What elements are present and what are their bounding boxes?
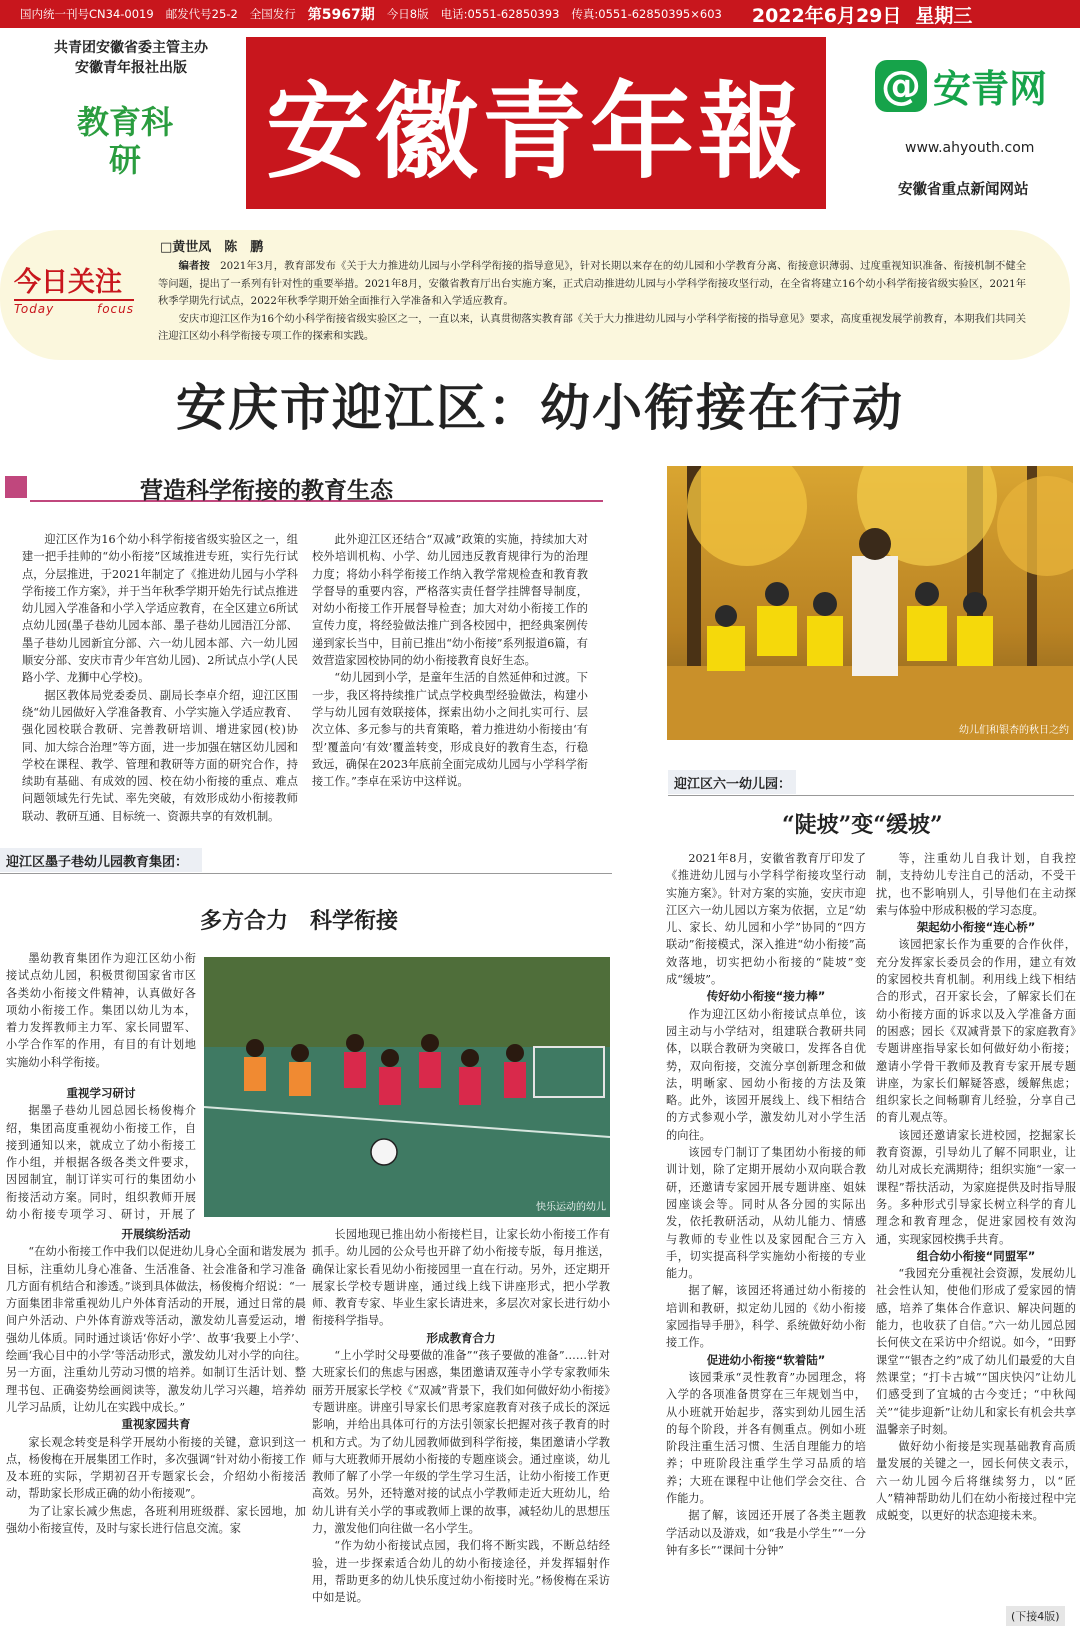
paragraph: 长园地现已推出幼小衔接栏目，让家长幼小衔接工作有抓手。幼儿园的公众号也开辟了幼小衔接专版，每月推送，确保让家长看见幼小衔接园里一直在行动。另外，还定期开展家长学校专题讲座，通过线上线下讲座形式，把小学教师、教育专家、毕业生家长请进来，多层次对家长进行幼小衔接科学指导。 [312, 1228, 610, 1328]
paragraph: 等，注重幼儿自我计划，自我控制，支持幼儿专注自己的活动，不受干扰，也不影响别人，引导他们在主动探索与体验中形成积极的学习态度。 [876, 852, 1076, 917]
today-focus-en-2: focus [96, 302, 134, 316]
paragraph: “作为幼小衔接试点园，我们将不断实践，不断总结经验，进一步探索适合幼儿的幼小衔接途径，并发挥辐射作用，帮助更多的幼儿快乐度过幼小衔接时光。”杨俊梅在采访中如是说。 [312, 1539, 610, 1604]
paragraph: 2021年8月，安徽省教育厅印发了《推进幼儿园与小学科学衔接攻坚行动实施方案》。针对方案的实施，安庆市迎江区六一幼儿园以方案为依据，立足“幼儿、家长、幼儿园和小学”协同的“四方联动”衔接模式，深入推进“幼小衔接”高效落地，切实把幼小衔接的“陡坡”变成“缓坡”。 [666, 852, 866, 987]
subheading: 形成教育合力 [426, 1330, 496, 1345]
section-name-badge [40, 96, 210, 186]
publisher-line-2: 安徽青年报社出版 [75, 60, 187, 76]
issn: 国内统一刊号CN34-0019 [20, 7, 154, 21]
postal-code: 邮发代号25-2 [165, 7, 238, 21]
paragraph: 家长观念转变是科学开展幼小衔接的关键，意识到这一点，杨俊梅在开展集团工作时，多次强调“针对幼小衔接工作及本班的实际，学期初召开专题家长会，介绍幼小衔接活动，帮助家长形成正确的幼小衔接观”。 [6, 1435, 306, 1501]
subheading: 重视家园共育 [121, 1417, 191, 1432]
paragraph: 做好幼小衔接是实现基础教育高质量发展的关键之一，园长何侠文表示，六一幼儿园今后将继续努力，以“匠人”精神帮助幼儿们在幼小衔接过程中完成蜕变，以更好的状态迎接未来。 [876, 1440, 1076, 1523]
section2-col-a-lower [6, 1226, 306, 1604]
newspaper-masthead [246, 37, 826, 209]
section1-col2 [312, 531, 588, 836]
paragraph: 迎江区作为16个幼小科学衔接省级实验区之一，组建一把手挂帅的“幼小衔接”区域推进专班，实行先行试点，分层推进，于2021年制定了《推进幼儿园与小学科学衔接工作方案》，并于当年秋季学期开始先行试点推进幼儿园入学准备和小学入学适应教育，在全区建立6所试点幼儿园(墨子巷幼儿园本部、墨子巷幼儿园浯江分部、墨子巷幼儿园新宜分部、六一幼儿园本部、六一幼儿园顺安分部、安庆市青少年宫幼儿园)、2所试点小学(人民路小学、龙狮中心学校)。 [22, 533, 298, 685]
phone: 电话:0551-62850393 [440, 7, 560, 21]
football-photo-image [204, 957, 610, 1217]
newspaper-title: 安徽青年報 [265, 70, 806, 193]
paragraph: “在幼小衔接工作中我们以促进幼儿身心全面和谐发展为目标，注重幼儿身心准备、生活准备、社会准备和学习准备几方面有机结合和渗透。”谈到具体做法，杨俊梅介绍说：“一方面集团非常重视幼儿户外体育活动的开展，通过日常的晨间户外活动、户外体育游戏等活动，激发幼儿喜爱运动，增强幼儿体质。同时通过谈话‘你好小学’、故事‘我要上小学’、绘画‘我心目中的小学’等活动形式，激发幼儿对小学的向往。另一方面，注重幼儿劳动习惯的培养。如制订生活计划、整理书包、正确姿势绘画阅读等，激发幼儿学习兴趣，培养幼儿学习品质，让幼儿在实践中成长。” [6, 1245, 306, 1414]
photo-caption: 幼儿们和银杏的秋日之约 [959, 725, 1069, 736]
editor-note-label: 编者按 [178, 260, 210, 272]
fax: 传真:0551-62850395×603 [571, 7, 722, 21]
paragraph: 作为迎江区幼小衔接试点单位，该园主动与小学结对，组建联合教研共同体，以联合教研为突破口，发挥各自优势，双向衔接，交流分享创新理念和做法，明晰家、园幼小衔接的方法及策略。此外，该园开展线上、线下相结合的方式参观小学，激发幼儿对小学生活的向往。 [666, 1007, 866, 1142]
today-focus-cn: 今日关注 [14, 267, 122, 298]
paragraph: 该园秉承“灵性教育”办园理念，将入学的各项准备贯穿在三年规划当中，从小班就开始起步，落实到幼儿园生活的每个阶段，并各有侧重点。例如小班阶段注重生活习惯、生活自理能力的培养；中班阶段注重学生学习品质的培养；大班在课程中让他们学会交往、合作能力。 [666, 1370, 866, 1505]
section2-col-a-upper [6, 1085, 196, 1225]
paragraph: 该园专门制订了集团幼小衔接的师训计划，除了定期开展幼小双向联合教研，还邀请专家园开展专题讲座、姐妹园座谈会等。同时从各分园的实际出发，依托教研活动，从幼儿能力、情感与教师的专业性以及家园配合三方入手，切实提高科学实施幼小衔接的专业能力。 [666, 1146, 866, 1281]
paragraph: “上小学时父母要做的准备”“孩子要做的准备”……针对大班家长们的焦虑与困惑，集团邀请双莲寺小学专家教师朱丽芳开展家长学校《“双减”背景下，我们如何做好幼小衔接》专题讲座。讲座引导家长们思考家庭教育对孩子成长的深远影响，并给出具体可行的方法引领家长把握对孩子教育的时机和方式。为了幼儿园教师做到科学衔接，集团邀请小学教师与大班教师开展幼小衔接的专题座谈会。通过座谈，幼儿教师了解了小学一年级的学生学习生活，让幼小衔接工作更高效。另外，还特邀对接的试点小学教师走近大班幼儿，给幼儿讲有关小学的事或教师上课的故事，减轻幼儿的思想压力，激发他们向往做一名小学生。 [312, 1349, 610, 1536]
paragraph: 据了解，该园还开展了各类主题教学活动以及游戏，如“我是小学生”“一分钟有多长”“课间十分钟” [666, 1509, 866, 1557]
continued-note: (下接4版) [1006, 1606, 1065, 1626]
section-name: 教育科研 [76, 103, 173, 179]
section2-title: 多方合力 科学衔接 [200, 908, 399, 934]
photo-caption: 快乐运动的幼儿 [536, 1202, 606, 1213]
section2-col-b [312, 1226, 610, 1604]
issue-number: 第5967期 [307, 7, 375, 23]
weekday: 星期三 [915, 4, 973, 27]
ginkgo-photo [667, 466, 1073, 740]
publisher-line-1: 共青团安徽省委主管主办 [54, 40, 208, 56]
main-headline: 安庆市迎江区：幼小衔接在行动 [176, 378, 904, 437]
paragraph: 该园把家长作为重要的合作伙伴，充分发挥家长委员会的作用，建立有效的家园校共育机制。利用线上线下相结合的形式，召开家长会，了解家长们在幼小衔接方面的诉求以及入学准备方面的困惑；园长《双减背景下的家庭教育》专题讲座指导家长如何做好幼小衔接；邀请小学骨干教师及教育专家开展专题讲座，为家长们解疑答惑，缓解焦虑；组织家长之间畅聊育儿经验，分享自己的育儿观点等。 [876, 938, 1076, 1125]
editor-note [158, 258, 1026, 346]
section1-col1 [22, 531, 298, 836]
at-icon: @ [875, 60, 927, 112]
section3-col-b [876, 850, 1076, 1602]
subheading: 开展缤纷活动 [121, 1227, 191, 1241]
page-count: 今日8版 [386, 7, 429, 21]
site-url[interactable]: www.ahyouth.com [905, 140, 1035, 156]
editor-note-p1: 2021年3月，教育部发布《关于大力推进幼儿园与小学科学衔接的指导意见》，针对长期以来存在的幼儿园和小学教育分离、衔接意识薄弱、过度重视知识准备、衔接机制不健全等问题，提出了一系列有针对性的重要举措。2021年8月，安徽省教育厅出台实施方案，正式启动推进幼儿园与小学科学衔接攻坚行动，在全省将建立16个幼小科学衔接省级实验区，2021年秋季学期先行试点，2022年秋季学期开始全面推行入学准备和入学适应教育。 [158, 260, 1027, 307]
today-focus-badge [14, 260, 134, 326]
paragraph: 此外迎江区还结合“双减”政策的实施，持续加大对校外培训机构、小学、幼儿园违反教育规律行为的治理力度；将幼小科学衔接工作纳入教学常规检查和教育教学督导的重要内容，严格落实责任督学挂牌督导制度，对幼小衔接工作开展督导检查；加大对幼小衔接工作的宣传力度，将经验做法推广到各校园中，把经典案例传递到家长当中，目前已推出“幼小衔接”系列报道6篇，有效营造家园校协同的幼小衔接教育良好生态。 [312, 533, 588, 668]
top-info-bar [0, 0, 1080, 28]
section1-title: 营造科学衔接的教育生态 [140, 477, 393, 504]
divider [0, 873, 612, 874]
site-name: 安青网 [933, 67, 1048, 111]
today-focus-en-1: Today [14, 302, 55, 316]
paragraph: 该园还邀请家长进校园，挖掘家长教育资源，引导幼儿了解不同职业，让幼儿对成长充满期待；组织实施“一家一课程”帮扶活动，为家庭提供及时指导服务。多种形式引导家长树立科学的育儿理念和教育理念，促进家园校有效沟通，实现家园校携手共育。 [876, 1128, 1076, 1246]
paragraph: “我园充分重视社会资源，发展幼儿社会性认知，使他们形成了爱家园的情感，培养了集体合作意识、解决问题的能力，也收获了自信。”六一幼儿园总园长何侠文在采访中介绍说。如今，“田野课堂”“银杏之约”成了幼儿们最爱的大自然课堂；“打卡古城”“国庆快闪”让幼儿们感受到了宜城的古今变迁；“中秋闯关”“徒步迎新”让幼儿和家长有机会共享温馨亲子时刻。 [876, 1267, 1076, 1436]
paragraph: 墨幼教育集团作为迎江区幼小衔接试点幼儿园，积极贯彻国家省市区各类幼小衔接文件精神，认真做好各项幼小衔接工作。集团以幼儿为本，着力发挥教师主力军、家长同盟军、小学合作军的作用，有目的有计划地实施幼小科学衔接。 [6, 952, 196, 1069]
section3-title: “陡坡”变“缓坡” [782, 812, 943, 838]
site-description: 安徽省重点新闻网站 [898, 182, 1029, 198]
section2-label: 迎江区墨子巷幼儿园教育集团： [0, 848, 202, 872]
paragraph: “幼儿园到小学，是童年生活的自然延伸和过渡。下一步，我区将持续推广试点学校典型经验做法，构建小学与幼儿园有效联接体，探索出幼小之间扎实可行、层次立体、多元参与的共育策略，着力推进幼小衔接由‘有型’覆盖向‘有效’覆盖转变，形成良好的教育生态，行稳致远，确保在2023年底前全面完成幼儿园与小学科学衔接工作。”李卓在采访中这样说。 [312, 671, 588, 789]
section3-label: 迎江区六一幼儿园： [668, 770, 796, 794]
editor-note-panel [0, 230, 1080, 360]
subheading: 传好幼小衔接“接力棒” [706, 989, 826, 1004]
issue-date: 2022年6月29日 [751, 4, 902, 27]
subheading: 架起幼小衔接“连心桥” [916, 920, 1036, 935]
subheading: 重视学习研讨 [66, 1086, 136, 1100]
publisher-info [26, 38, 236, 78]
paragraph: 据了解，该园还将通过幼小衔接的培训和教研，拟定幼儿园的《幼小衔接家园指导手册》，科学、系统做好幼小衔接工作。 [666, 1284, 866, 1350]
paragraph: 为了让家长减少焦虑，各班利用班级群、家长园地，加强幼小衔接宣传，及时与家长进行信息交流。家 [6, 1504, 306, 1536]
ginkgo-photo-image [667, 466, 1073, 740]
divider [668, 795, 1074, 796]
site-logo[interactable] [875, 58, 1047, 113]
section-marker [5, 476, 27, 498]
editor-note-p2: 安庆市迎江区作为16个幼小科学衔接省级实验区之一，一直以来，认真贯彻落实教育部《关于大力推进幼儿园与小学科学衔接的指导意见》要求，高度重视发展学前教育，本期我们共同关注迎江区幼小科学衔接专项工作的探索和实践。 [158, 312, 1026, 342]
subheading: 组合幼小衔接“同盟军” [916, 1248, 1036, 1263]
section2-intro [6, 950, 196, 1080]
subheading: 促进幼小衔接“软着陆” [706, 1352, 826, 1367]
distribution: 全国发行 [249, 7, 296, 21]
paragraph: 据墨子巷幼儿园总园长杨俊梅介绍，集团高度重视幼小衔接工作，自接到通知以来，就成立了幼小衔接工作小组，并根据各级各类文件要求，因园制宜，制订详实可行的集团幼小衔接活动方案。同时，组织教师开展幼小衔接专项学习、研讨，开展了 [6, 1104, 196, 1222]
football-photo [204, 957, 610, 1217]
paragraph: 据区教体局党委委员、副局长李卓介绍，迎江区围绕“幼儿园做好入学准备教育、小学实施入学适应教育、强化园校联合教研、完善教研培训、增进家园(校)协同、加大综合治理”等方面，进一步加强在辖区幼儿园和学校在课程、教学、管理和教研等方面的研究合作，持续助有基础、有成效的园、校在幼小衔接的重点、难点问题领域先行先试、率先突破，有效形成幼小衔接教师联动、教研互通、目标统一、资源共享的有效机制。 [22, 688, 298, 823]
section3-col-a [666, 850, 866, 1605]
authors: □黄世凤 陈 鹏 [160, 240, 264, 255]
today-focus-en [14, 299, 134, 316]
